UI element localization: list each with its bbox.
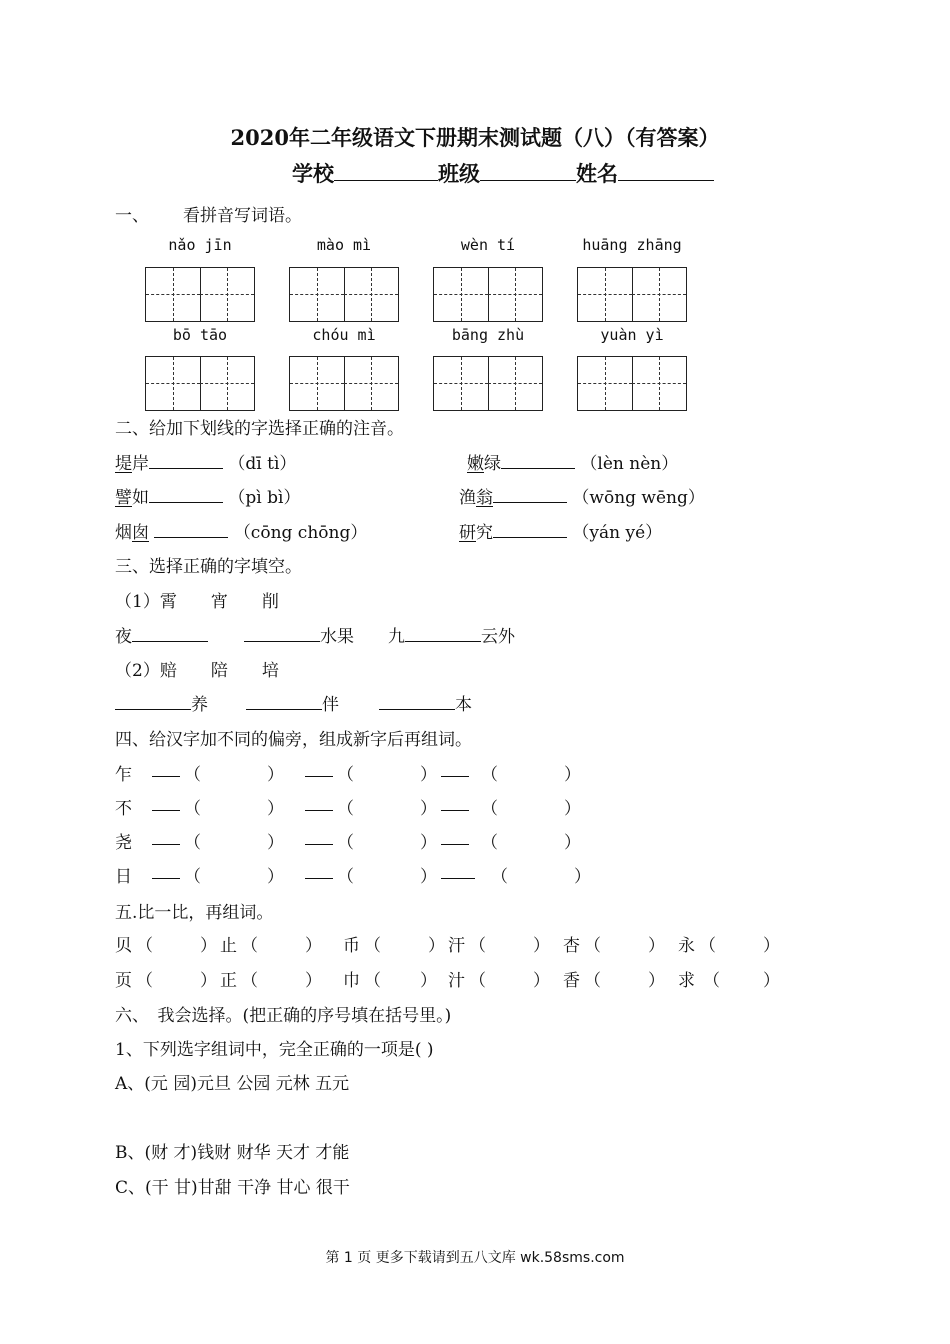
radical-row	[115, 760, 595, 785]
paren-close: ）	[267, 833, 284, 853]
writing-grid[interactable]	[289, 356, 399, 411]
paren-open: （	[184, 799, 201, 819]
page-footer: 第 1 页 更多下载请到五八文库 wk.58sms.com	[325, 1250, 625, 1266]
pinyin-choice-item	[115, 449, 296, 474]
answer-blank[interactable]	[244, 641, 320, 642]
base-char: 乍	[115, 765, 132, 785]
paren-close: ）	[574, 867, 591, 887]
paren-open: （	[364, 936, 381, 956]
radical-row	[115, 862, 595, 887]
option-a[interactable]: A、(元 园)元旦 公园 元林 五元	[115, 1074, 350, 1094]
compare-char: 巾	[343, 971, 360, 991]
name-blank[interactable]	[618, 180, 714, 181]
paren-close: ）	[648, 971, 665, 991]
pinyin-options: （pì bì）	[228, 488, 301, 508]
section-6-heading: 六、 我会选择。(把正确的序号填在括号里。)	[115, 1006, 452, 1026]
pinyin-label: chóu mì	[312, 326, 376, 344]
underlined-char: 譬	[115, 488, 132, 508]
fill-row-1	[115, 622, 515, 647]
paren-open: （	[136, 936, 153, 956]
section-3-heading: 三、选择正确的字填空。	[115, 557, 302, 577]
page-title: 2020年二年级语文下册期末测试题（八）（有答案）	[230, 125, 720, 150]
paren-open: （	[469, 936, 486, 956]
paren-close: ）	[420, 971, 437, 991]
paren-close: ）	[533, 936, 550, 956]
paren-close: ）	[648, 936, 665, 956]
pinyin-label: bō tāo	[172, 326, 228, 344]
writing-grid[interactable]	[289, 267, 399, 322]
char-group-1: （1）霄 宵 削	[115, 592, 279, 612]
underlined-char: 翁	[476, 488, 493, 508]
compare-char: 汗	[448, 936, 465, 956]
answer-blank[interactable]	[154, 537, 228, 538]
word-rest: 渔	[459, 488, 476, 508]
pinyin-options: （wōng wēng）	[572, 488, 705, 508]
fill-word: 本	[455, 695, 472, 715]
paren-open: （	[337, 765, 354, 785]
pinyin-choice-item	[115, 518, 367, 543]
pinyin-choice-item	[459, 483, 705, 508]
fill-word: 九	[388, 627, 405, 647]
paren-close: ）	[763, 971, 780, 991]
compare-char: 正	[220, 971, 237, 991]
pinyin-options: （cōng chōng）	[233, 523, 368, 543]
pinyin-options: （lèn nèn）	[580, 454, 679, 474]
paren-open: （	[136, 971, 153, 991]
answer-blank[interactable]	[152, 844, 180, 845]
fill-word: 伴	[322, 695, 339, 715]
answer-blank[interactable]	[305, 810, 333, 811]
paren-open: （	[703, 971, 720, 991]
paren-open: （	[337, 833, 354, 853]
paren-close: ）	[420, 765, 437, 785]
pinyin-choice-item	[467, 449, 678, 474]
base-char: 尧	[115, 833, 132, 853]
pinyin-label: huāng zhāng	[582, 236, 682, 254]
fill-word: 云外	[481, 627, 515, 647]
section-2-heading: 二、给加下划线的字选择正确的注音。	[115, 419, 404, 439]
school-label: 学校	[292, 161, 334, 186]
section-1-heading	[115, 201, 302, 226]
writing-grid[interactable]	[145, 356, 255, 411]
writing-grid[interactable]	[145, 267, 255, 322]
writing-grid[interactable]	[577, 267, 687, 322]
paren-close: ）	[564, 765, 581, 785]
paren-open: （	[241, 936, 258, 956]
char-group-2: （2）赔 陪 培	[115, 661, 279, 681]
answer-blank[interactable]	[441, 810, 469, 811]
compare-char: 贝	[115, 936, 132, 956]
paren-open: （	[481, 765, 498, 785]
answer-blank[interactable]	[305, 776, 333, 777]
section-1-title: 看拼音写词语。	[183, 206, 302, 226]
pinyin-label: yuàn yì	[600, 326, 664, 344]
pinyin-label: bāng zhù	[451, 326, 525, 344]
word-rest: 究	[476, 523, 493, 543]
word-rest: 烟	[115, 523, 132, 543]
paren-open: （	[184, 765, 201, 785]
pinyin-label: nǎo jīn	[168, 236, 232, 254]
name-label: 姓名	[576, 161, 618, 186]
pinyin-label: mào mì	[316, 236, 372, 254]
paren-close: ）	[267, 799, 284, 819]
answer-blank[interactable]	[305, 844, 333, 845]
answer-blank[interactable]	[152, 776, 180, 777]
paren-open: （	[584, 971, 601, 991]
paren-open: （	[469, 971, 486, 991]
underlined-char: 研	[459, 523, 476, 543]
section-1-number: 一、	[115, 206, 149, 226]
pinyin-label: wèn tí	[460, 236, 516, 254]
answer-blank[interactable]	[115, 709, 191, 710]
writing-grid[interactable]	[433, 356, 543, 411]
word-rest: 绿	[484, 454, 501, 474]
paren-close: ）	[420, 867, 437, 887]
compare-char: 止	[220, 936, 237, 956]
paren-close: ）	[200, 971, 217, 991]
answer-blank[interactable]	[405, 641, 481, 642]
fill-word: 夜	[115, 627, 132, 647]
compare-char: 杏	[563, 936, 580, 956]
answer-blank[interactable]	[149, 502, 223, 503]
paren-close: ）	[763, 936, 780, 956]
base-char: 不	[115, 799, 132, 819]
section-4-heading: 四、给汉字加不同的偏旁，组成新字后再组词。	[115, 730, 472, 750]
paren-open: （	[481, 833, 498, 853]
answer-blank[interactable]	[152, 810, 180, 811]
compare-row	[115, 966, 785, 991]
answer-blank[interactable]	[493, 502, 567, 503]
answer-blank[interactable]	[149, 468, 223, 469]
paren-open: （	[337, 799, 354, 819]
paren-open: （	[184, 833, 201, 853]
answer-blank[interactable]	[501, 468, 575, 469]
fill-word: 水果	[320, 627, 354, 647]
fill-word: 养	[191, 695, 208, 715]
answer-blank[interactable]	[132, 641, 208, 642]
paren-open: （	[481, 799, 498, 819]
radical-row	[115, 828, 595, 853]
compare-char: 页	[115, 971, 132, 991]
question-1: 1、下列选字组词中，完全正确的一项是( )	[115, 1040, 434, 1060]
class-blank[interactable]	[480, 180, 576, 181]
paren-open: （	[337, 867, 354, 887]
student-info-line	[292, 158, 714, 188]
underlined-char: 堤	[115, 454, 132, 474]
paren-close: ）	[420, 833, 437, 853]
compare-char: 求	[678, 971, 695, 991]
paren-open: （	[699, 936, 716, 956]
paren-close: ）	[200, 936, 217, 956]
compare-char: 币	[343, 936, 360, 956]
pinyin-options: （dī tì）	[228, 454, 297, 474]
pinyin-choice-item	[115, 483, 300, 508]
answer-blank[interactable]	[152, 878, 180, 879]
paren-close: ）	[305, 971, 322, 991]
compare-char: 汁	[448, 971, 465, 991]
paren-close: ）	[564, 833, 581, 853]
paren-close: ）	[564, 799, 581, 819]
compare-char: 香	[563, 971, 580, 991]
word-rest: 岸	[132, 454, 149, 474]
writing-grid[interactable]	[577, 356, 687, 411]
answer-blank[interactable]	[493, 537, 567, 538]
paren-open: （	[364, 971, 381, 991]
answer-blank[interactable]	[441, 844, 469, 845]
paren-open: （	[241, 971, 258, 991]
paren-open: （	[184, 867, 201, 887]
class-label: 班级	[438, 161, 480, 186]
pinyin-options: （yán yé）	[572, 523, 663, 543]
section-5-heading: 五.比一比，再组词。	[115, 903, 274, 923]
fill-row-2	[115, 690, 472, 715]
paren-close: ）	[267, 765, 284, 785]
paren-close: ）	[267, 867, 284, 887]
paren-open: （	[584, 936, 601, 956]
base-char: 日	[115, 867, 132, 887]
pinyin-choice-item	[459, 518, 662, 543]
word-rest: 如	[132, 488, 149, 508]
paren-open: （	[491, 867, 508, 887]
underlined-char: 嫩	[467, 454, 484, 474]
answer-blank[interactable]	[441, 878, 475, 879]
answer-blank[interactable]	[246, 709, 322, 710]
answer-blank[interactable]	[305, 878, 333, 879]
answer-blank[interactable]	[441, 776, 469, 777]
paren-close: ）	[420, 799, 437, 819]
writing-grid[interactable]	[433, 267, 543, 322]
option-c[interactable]: C、(干 甘)甘甜 干净 甘心 很干	[115, 1178, 350, 1198]
paren-close: ）	[533, 971, 550, 991]
radical-row	[115, 794, 595, 819]
paren-close: ）	[305, 936, 322, 956]
answer-blank[interactable]	[379, 709, 455, 710]
compare-row	[115, 931, 785, 956]
compare-char: 永	[678, 936, 695, 956]
paren-close: ）	[428, 936, 445, 956]
option-b[interactable]: B、(财 才)钱财 财华 天才 才能	[115, 1143, 350, 1163]
school-blank[interactable]	[334, 180, 438, 181]
underlined-char: 囱	[132, 523, 149, 543]
